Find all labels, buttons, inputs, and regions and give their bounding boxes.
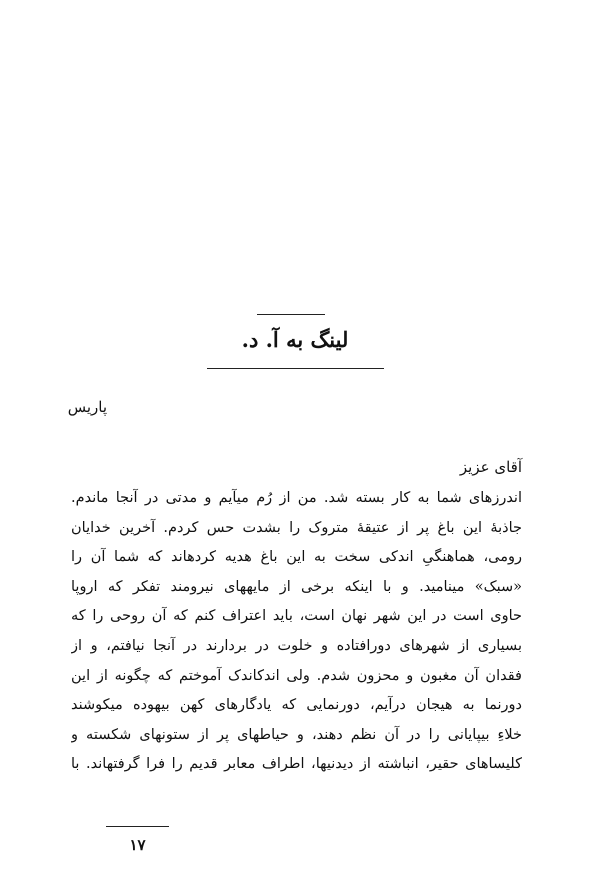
body-line: جاذبهٔ این باغ پر از عتیقهٔ متروک را بشدت حس کردم. آخرین خدایان bbox=[71, 519, 522, 536]
body-line: فقدان آن مغبون و محزون شدم. ولی اندکاندک آموختم که چگونه از این bbox=[71, 667, 522, 684]
body-line: دورنما به هیجان درآیم، دورنمایی که یادگارهای کهن بیهوده میکوشند bbox=[71, 697, 522, 714]
body-line: «سبک» مینامید. و با اینکه برخی از مایههای نیرومند تفکر که اروپا bbox=[71, 578, 522, 595]
body-line: کلیساهای حقیر، انباشته از دیدنیها، اطراف معابر قدیم را فرا گرفتهاند. با bbox=[71, 756, 522, 773]
chapter-title: لینگ به آ. د. bbox=[241, 327, 349, 352]
letter-place: پاریس bbox=[67, 398, 107, 416]
body-line: اندرزهای شما به کار بسته شد. من از رُم میآیم و مدتی در آنجا ماندم. bbox=[71, 490, 522, 506]
page-number: ۱۷ bbox=[129, 836, 146, 854]
body-line: خلاءِ بیپایانی را در آن نظم دهند، و حیاطهای پر از ستونهای شکسته و bbox=[71, 726, 522, 743]
letter-body bbox=[71, 484, 522, 780]
letter-salutation: آقای عزیز bbox=[459, 458, 522, 476]
title-rule-bottom bbox=[207, 368, 384, 369]
body-line: بسیاری از شهرهای دورافتاده و خلوت در بردارند در آنجا نیافتم، و از bbox=[71, 637, 522, 654]
footer-rule bbox=[106, 826, 169, 827]
body-line: حاوی است در این شهر نهان است، باید اعتراف کنم که آن روحی را که bbox=[71, 608, 522, 625]
body-line: رومی، هماهنگیِ اندکی سخت به این باغ هدیه کردهاند که شما آن را bbox=[71, 549, 522, 566]
title-rule-top bbox=[257, 314, 325, 315]
